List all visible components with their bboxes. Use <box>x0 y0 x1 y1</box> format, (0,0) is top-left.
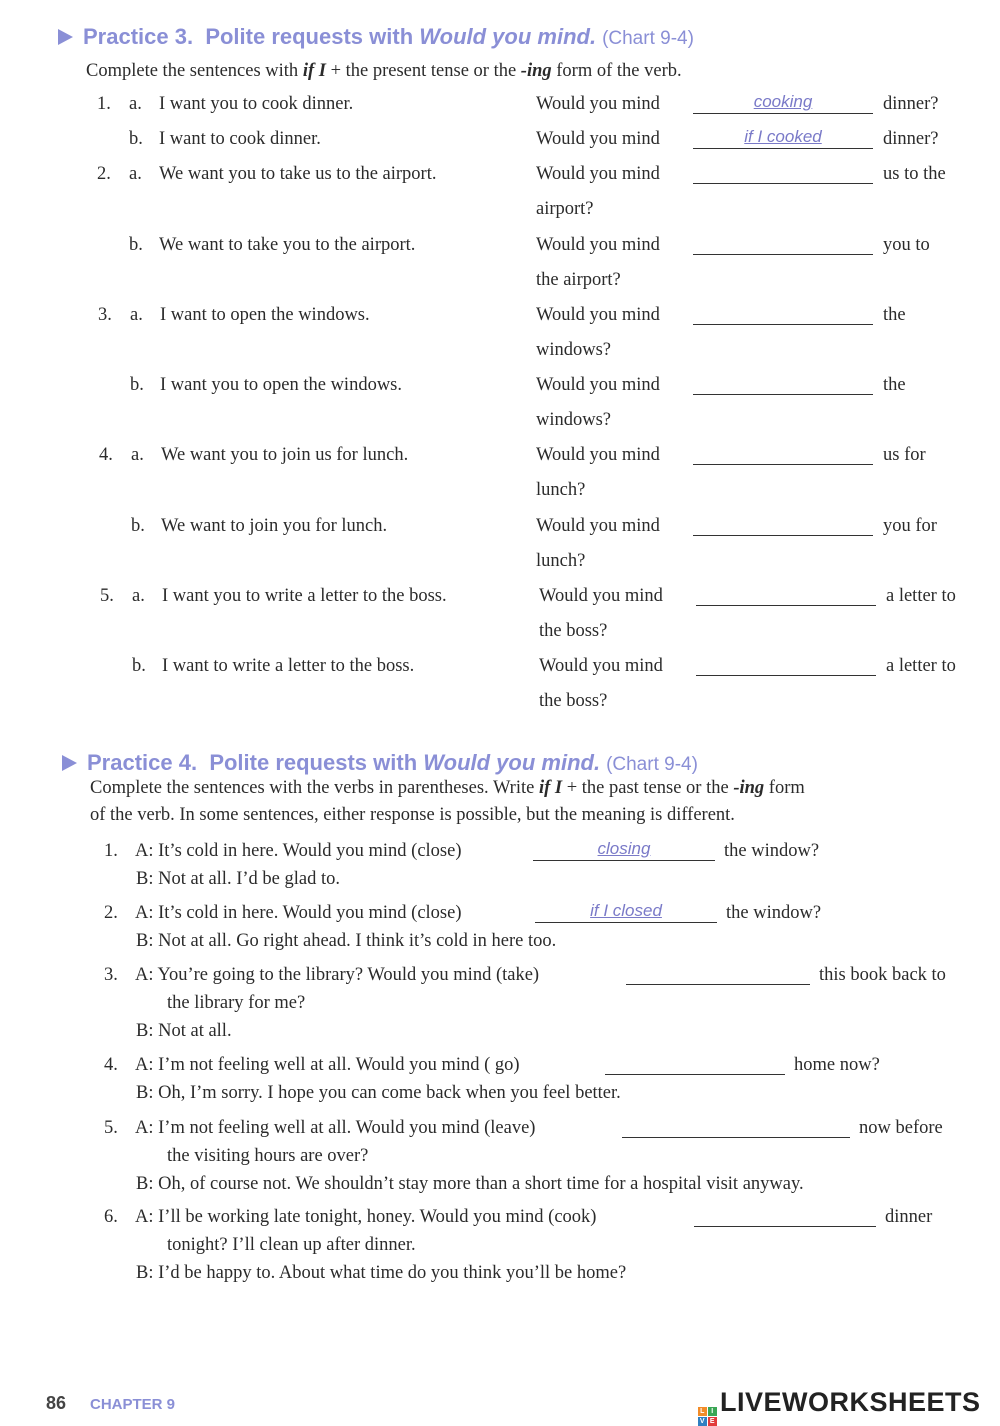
answer-blank[interactable] <box>535 901 717 923</box>
item-continuation: lunch? <box>536 551 586 571</box>
triangle-icon <box>62 755 77 771</box>
would-you-mind-prompt: Would you mind <box>539 586 663 606</box>
item-tail: you to <box>883 235 930 255</box>
answer-blank-wrap <box>696 589 876 611</box>
item-sentence: I want to open the windows. <box>160 305 370 325</box>
answer-blank[interactable] <box>693 448 873 465</box>
item-tail: you for <box>883 516 937 536</box>
item-continuation: the boss? <box>539 621 608 641</box>
item-number: 2. <box>104 903 118 923</box>
item-sentence: I want to cook dinner. <box>159 129 321 149</box>
answer-blank[interactable] <box>696 589 876 606</box>
speaker-b-line: B: I’d be happy to. About what time do you think you’ll be home? <box>136 1263 627 1283</box>
item-tail: this book back to <box>819 965 946 985</box>
would-you-mind-prompt: Would you mind <box>536 164 660 184</box>
answer-text: if I closed <box>590 901 662 920</box>
speaker-a-line: A: It’s cold in here. Would you mind (close) <box>135 903 462 923</box>
would-you-mind-prompt: Would you mind <box>536 516 660 536</box>
item-number: 5. <box>100 586 114 606</box>
item-letter: a. <box>130 305 143 325</box>
answer-blank[interactable] <box>693 378 873 395</box>
practice-3-heading: Practice 3. Polite requests with Would you mind. (Chart 9-4) <box>58 24 694 50</box>
item-letter: b. <box>129 129 143 149</box>
answer-blank-wrap <box>535 901 717 928</box>
speaker-a-line: A: You’re going to the library? Would you mind (take) <box>135 965 540 985</box>
answer-blank-wrap <box>693 308 873 330</box>
would-you-mind-prompt: Would you mind <box>536 305 660 325</box>
answer-blank[interactable] <box>693 308 873 325</box>
answer-text: cooking <box>753 92 813 111</box>
answer-blank[interactable] <box>693 127 873 149</box>
item-sentence: We want to take you to the airport. <box>159 235 416 255</box>
page-number: 86 <box>46 1393 67 1413</box>
item-sentence: We want you to join us for lunch. <box>161 445 409 465</box>
item-sentence: I want you to write a letter to the boss. <box>162 586 447 606</box>
practice-4-heading: Practice 4. Polite requests with Would you mind. (Chart 9-4) <box>62 750 698 776</box>
item-tail: the window? <box>726 903 822 923</box>
answer-blank-wrap <box>693 378 873 400</box>
item-letter: b. <box>130 375 144 395</box>
item-letter: b. <box>131 516 145 536</box>
answer-blank[interactable] <box>693 92 873 114</box>
answer-text: closing <box>597 839 651 858</box>
answer-blank-wrap <box>693 127 873 154</box>
triangle-icon <box>58 29 73 45</box>
answer-blank[interactable] <box>696 659 876 676</box>
answer-blank[interactable] <box>693 519 873 536</box>
item-continuation: airport? <box>536 199 594 219</box>
answer-blank-wrap <box>626 968 810 990</box>
speaker-b-line: B: Oh, I’m sorry. I hope you can come back when you feel better. <box>136 1083 621 1103</box>
answer-blank[interactable] <box>694 1210 876 1227</box>
practice-3-instructions: Complete the sentences with if I + the present tense or the -ing form of the verb. <box>86 61 682 81</box>
item-tail: the window? <box>724 841 820 861</box>
item-tail: now before <box>859 1118 943 1138</box>
item-continuation: windows? <box>536 340 612 360</box>
speaker-b-line: B: Not at all. I’d be glad to. <box>136 869 340 889</box>
item-sentence: We want to join you for lunch. <box>161 516 388 536</box>
item-letter: a. <box>131 445 144 465</box>
speaker-a-line: A: It’s cold in here. Would you mind (close) <box>135 841 462 861</box>
item-continuation: lunch? <box>536 480 586 500</box>
chapter-label: CHAPTER 9 <box>90 1396 176 1413</box>
speaker-a-continuation: tonight? I’ll clean up after dinner. <box>167 1235 416 1255</box>
speaker-b-line: B: Not at all. <box>136 1021 232 1041</box>
answer-blank[interactable] <box>622 1121 850 1138</box>
item-letter: a. <box>129 164 142 184</box>
item-letter: a. <box>132 586 145 606</box>
item-tail: dinner? <box>883 94 939 114</box>
item-number: 1. <box>97 94 111 114</box>
speaker-a-continuation: the visiting hours are over? <box>167 1146 369 1166</box>
item-continuation: windows? <box>536 410 612 430</box>
answer-blank-wrap <box>696 659 876 681</box>
would-you-mind-prompt: Would you mind <box>536 375 660 395</box>
item-sentence: We want you to take us to the airport. <box>159 164 437 184</box>
speaker-a-line: A: I’m not feeling well at all. Would you mind (leave) <box>135 1118 536 1138</box>
answer-blank-wrap <box>694 1210 876 1232</box>
speaker-a-line: A: I’ll be working late tonight, honey. Would you mind (cook) <box>135 1207 597 1227</box>
answer-blank[interactable] <box>693 238 873 255</box>
would-you-mind-prompt: Would you mind <box>536 129 660 149</box>
item-tail: dinner? <box>883 129 939 149</box>
item-letter: b. <box>132 656 146 676</box>
item-sentence: I want to write a letter to the boss. <box>162 656 415 676</box>
item-number: 4. <box>104 1055 118 1075</box>
practice-4-instructions: Complete the sentences with the verbs in parentheses. Write if I + the past tense or the -ing form <box>90 778 805 798</box>
would-you-mind-prompt: Would you mind <box>536 94 660 114</box>
answer-blank[interactable] <box>693 167 873 184</box>
answer-blank[interactable] <box>605 1058 785 1075</box>
would-you-mind-prompt: Would you mind <box>536 445 660 465</box>
item-number: 5. <box>104 1118 118 1138</box>
would-you-mind-prompt: Would you mind <box>536 235 660 255</box>
would-you-mind-prompt: Would you mind <box>539 656 663 676</box>
speaker-a-continuation: the library for me? <box>167 993 306 1013</box>
item-tail: home now? <box>794 1055 880 1075</box>
answer-blank-wrap <box>622 1121 850 1143</box>
item-sentence: I want you to open the windows. <box>160 375 403 395</box>
speaker-a-line: A: I’m not feeling well at all. Would you mind ( go) <box>135 1055 520 1075</box>
answer-blank-wrap <box>693 519 873 541</box>
liveworksheets-logo: L I V E LIVEWORKSHEETS <box>699 1387 981 1425</box>
item-number: 3. <box>104 965 118 985</box>
answer-text: if I cooked <box>744 127 822 146</box>
item-tail: the <box>883 375 906 395</box>
item-tail: us to the <box>883 164 946 184</box>
item-number: 6. <box>104 1207 118 1227</box>
item-tail: a letter to <box>886 656 956 676</box>
item-tail: us for <box>883 445 926 465</box>
answer-blank-wrap <box>693 92 873 119</box>
item-continuation: the airport? <box>536 270 621 290</box>
answer-blank[interactable] <box>533 839 715 861</box>
answer-blank-wrap <box>693 448 873 470</box>
item-number: 4. <box>99 445 113 465</box>
item-number: 3. <box>98 305 112 325</box>
item-number: 2. <box>97 164 111 184</box>
logo-icon: L I V E <box>699 1408 716 1425</box>
item-tail: the <box>883 305 906 325</box>
item-continuation: the boss? <box>539 691 608 711</box>
answer-blank[interactable] <box>626 968 810 985</box>
speaker-b-line: B: Oh, of course not. We shouldn’t stay more than a short time for a hospital visit anyway. <box>136 1174 804 1194</box>
item-number: 1. <box>104 841 118 861</box>
answer-blank-wrap <box>605 1058 785 1080</box>
item-sentence: I want you to cook dinner. <box>159 94 354 114</box>
item-tail: a letter to <box>886 586 956 606</box>
answer-blank-wrap <box>533 839 715 866</box>
item-tail: dinner <box>885 1207 933 1227</box>
item-letter: b. <box>129 235 143 255</box>
speaker-b-line: B: Not at all. Go right ahead. I think it’s cold in here too. <box>136 931 557 951</box>
item-letter: a. <box>129 94 142 114</box>
practice-4-instructions-line2: of the verb. In some sentences, either response is possible, but the meaning is different. <box>90 805 735 825</box>
answer-blank-wrap <box>693 167 873 189</box>
answer-blank-wrap <box>693 238 873 260</box>
